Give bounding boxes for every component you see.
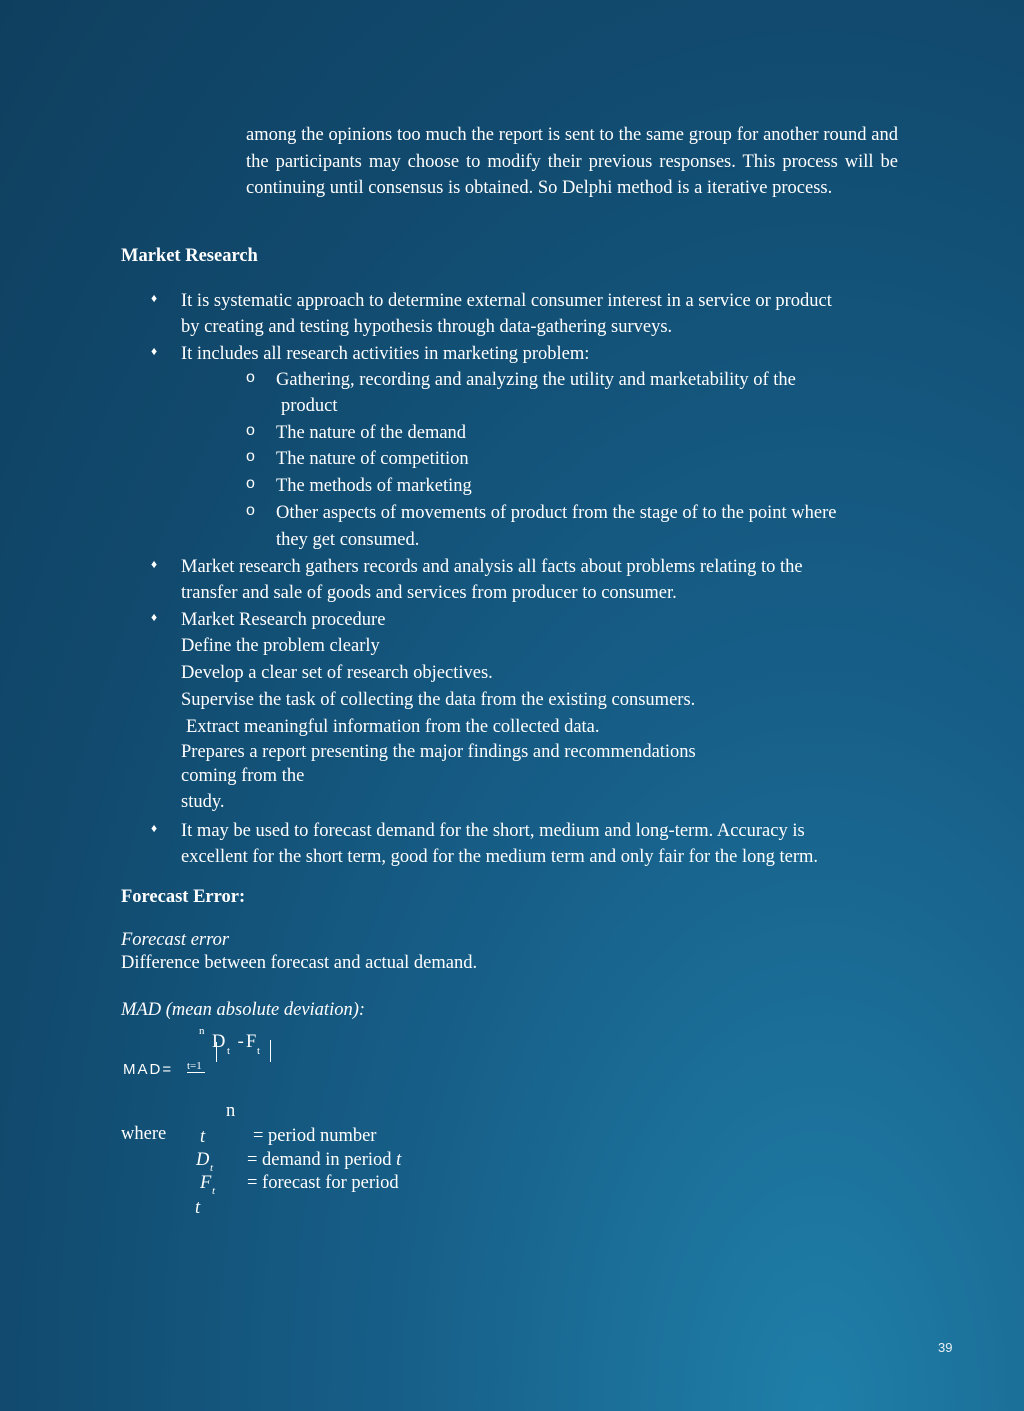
bullet-5-line-2: excellent for the short term, good for the medium term and only fair for the long term. [181,847,819,867]
bullet-1-line-2: by creating and testing hypothesis through data-gathering surveys. [181,317,673,337]
sub-item-1-line-1: Gathering, recording and analyzing the utility and marketability of the [276,370,796,390]
formula-t1: t=1 [187,1060,205,1073]
procedure-step-2: Develop a clear set of research objectives. [181,663,493,683]
bullet-3-line-1: Market research gathers records and analysis all facts about problems relating to the [181,557,803,577]
var-d-subscript: t [210,1162,214,1174]
formula-n-superscript: n [199,1025,205,1037]
procedure-step-5-line-2: coming from the [181,766,305,786]
page-number: 39 [938,1340,953,1355]
circle-bullet-icon: o [246,448,255,465]
intro-paragraph: among the opinions too much the report is sent to the same group for another round and the participants may choose to modify their previous responses. This process will be continuing until consensus is obtained. So Delphi method is a iterative process. [246,125,898,199]
abs-bar-right [270,1040,271,1062]
circle-bullet-icon: o [246,422,255,439]
formula-d: D [212,1032,226,1052]
market-research-heading: Market Research [121,246,258,266]
diamond-bullet-icon: ♦ [151,610,158,624]
procedure-step-3: Supervise the task of collecting the data from the existing consumers. [181,690,696,710]
procedure-step-1: Define the problem clearly [181,636,380,656]
var-t: t [200,1127,206,1147]
var-f-subscript: t [212,1185,216,1197]
def-d: = demand in period t [247,1150,402,1170]
sub-item-1-line-2: product [281,396,338,416]
sub-item-3: The nature of competition [276,449,469,469]
mad-title: MAD (mean absolute deviation): [121,1000,366,1020]
def-t: = period number [253,1126,377,1146]
diamond-bullet-icon: ♦ [151,344,158,358]
forecast-error-heading: Forecast Error: [121,887,246,907]
sub-item-5-line-1: Other aspects of movements of product from the stage of to the point where [276,503,837,523]
var-f: F [200,1173,212,1193]
bullet-1-line-1: It is systematic approach to determine external consumer interest in a service or product [181,291,832,311]
def-f: = forecast for period [247,1173,399,1193]
var-d: D [196,1150,210,1170]
formula-minus: - [233,1032,249,1052]
diamond-bullet-icon: ♦ [151,821,158,835]
formula-d-subscript: t [227,1045,231,1057]
bullet-5-line-1: It may be used to forecast demand for the short, medium and long-term. Accuracy is [181,821,805,841]
formula-mad-lhs: MAD= [123,1061,174,1078]
formula-f-subscript: t [257,1045,261,1057]
procedure-step-4: Extract meaningful information from the collected data. [186,717,600,737]
circle-bullet-icon: o [246,475,255,492]
sub-item-5-line-2: they get consumed. [276,530,420,550]
formula-n-denominator: n [226,1101,236,1121]
circle-bullet-icon: o [246,502,255,519]
diamond-bullet-icon: ♦ [151,291,158,305]
bullet-4-text: Market Research procedure [181,610,386,630]
bullet-3-line-2: transfer and sale of goods and services from producer to consumer. [181,583,677,603]
diamond-bullet-icon: ♦ [151,557,158,571]
where-label: where [121,1124,167,1144]
forecast-error-definition: Difference between forecast and actual demand. [121,953,478,973]
procedure-step-5-line-3: study. [181,792,225,812]
bullet-2-text: It includes all research activities in marketing problem: [181,344,590,364]
sub-item-4: The methods of marketing [276,476,472,496]
formula-f: F [246,1032,257,1052]
sub-item-2: The nature of the demand [276,423,467,443]
forecast-error-term: Forecast error [121,930,230,950]
procedure-step-5-line-1: Prepares a report presenting the major findings and recommendations [181,742,696,762]
var-t-last: t [195,1198,201,1218]
circle-bullet-icon: o [246,369,255,386]
